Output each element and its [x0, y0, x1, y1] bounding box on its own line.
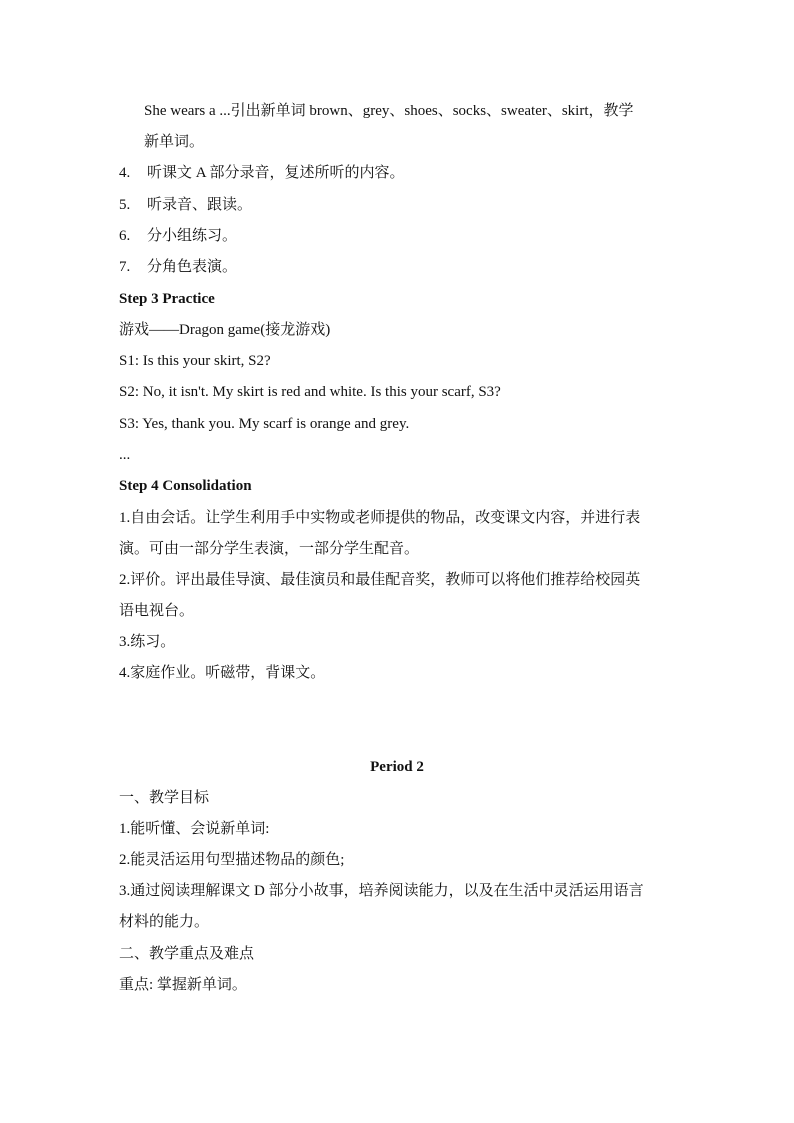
goal-3a: 3.通过阅读理解课文 D 部分小故事，培养阅读能力，以及在生活中灵活运用语言: [119, 883, 644, 899]
step-item-6: [119, 226, 679, 246]
step3-heading: Step 3 Practice: [119, 291, 215, 307]
intro-line-2: 新单词。: [144, 134, 205, 150]
goal-1: 1.能听懂、会说新单词:: [119, 821, 270, 837]
step-item-number: 4.: [119, 165, 131, 181]
consolidation-item-3: 3.练习。: [119, 634, 176, 650]
consolidation-item-4: 4.家庭作业。听磁带，背课文。: [119, 665, 326, 681]
goal-3b: 材料的能力。: [119, 914, 210, 930]
goals-heading: 一、教学目标: [119, 790, 210, 806]
step-item-number: 6.: [119, 228, 131, 244]
goal-2: 2.能灵活运用句型描述物品的颜色;: [119, 852, 345, 868]
game-title: 游戏——Dragon game(接龙游戏): [119, 322, 331, 338]
step-item-text: 听课文 A 部分录音，复述所听的内容。: [147, 165, 405, 181]
consolidation-item-1a: 1.自由会话。让学生利用手中实物或老师提供的物品，改变课文内容，并进行表: [119, 510, 641, 526]
dialogue-line-s3: S3: Yes, thank you. My scarf is orange and grey.: [119, 416, 410, 432]
dialogue-line-s2: S2: No, it isn't. My skirt is red and white. Is this your scarf, S3?: [119, 384, 501, 400]
step-item-number: 5.: [119, 197, 131, 213]
step-item-5: [119, 195, 679, 215]
consolidation-item-2a: 2.评价。评出最佳导演、最佳演员和最佳配音奖，教师可以将他们推荐给校园英: [119, 572, 641, 588]
consolidation-item-1b: 演。可由一部分学生表演，一部分学生配音。: [119, 541, 420, 557]
step-item-text: 分小组练习。: [147, 228, 238, 244]
key-points-heading: 二、教学重点及难点: [119, 946, 255, 962]
dialogue-ellipsis: ...: [119, 447, 131, 463]
step-item-number: 7.: [119, 259, 131, 275]
intro-line-1: She wears a ...引出新单词 brown、grey、shoes、socks、sweater、skirt，教学: [144, 103, 634, 119]
key-point: 重点: 掌握新单词。: [119, 977, 247, 993]
step-item-text: 听录音、跟读。: [147, 197, 253, 213]
step-item-text: 分角色表演。: [147, 259, 238, 275]
step-item-4: [119, 163, 679, 183]
step-item-7: [119, 257, 679, 277]
consolidation-item-2b: 语电视台。: [119, 603, 195, 619]
period-title: Period 2: [370, 759, 424, 775]
dialogue-line-s1: S1: Is this your skirt, S2?: [119, 353, 271, 369]
step4-heading: Step 4 Consolidation: [119, 478, 252, 494]
